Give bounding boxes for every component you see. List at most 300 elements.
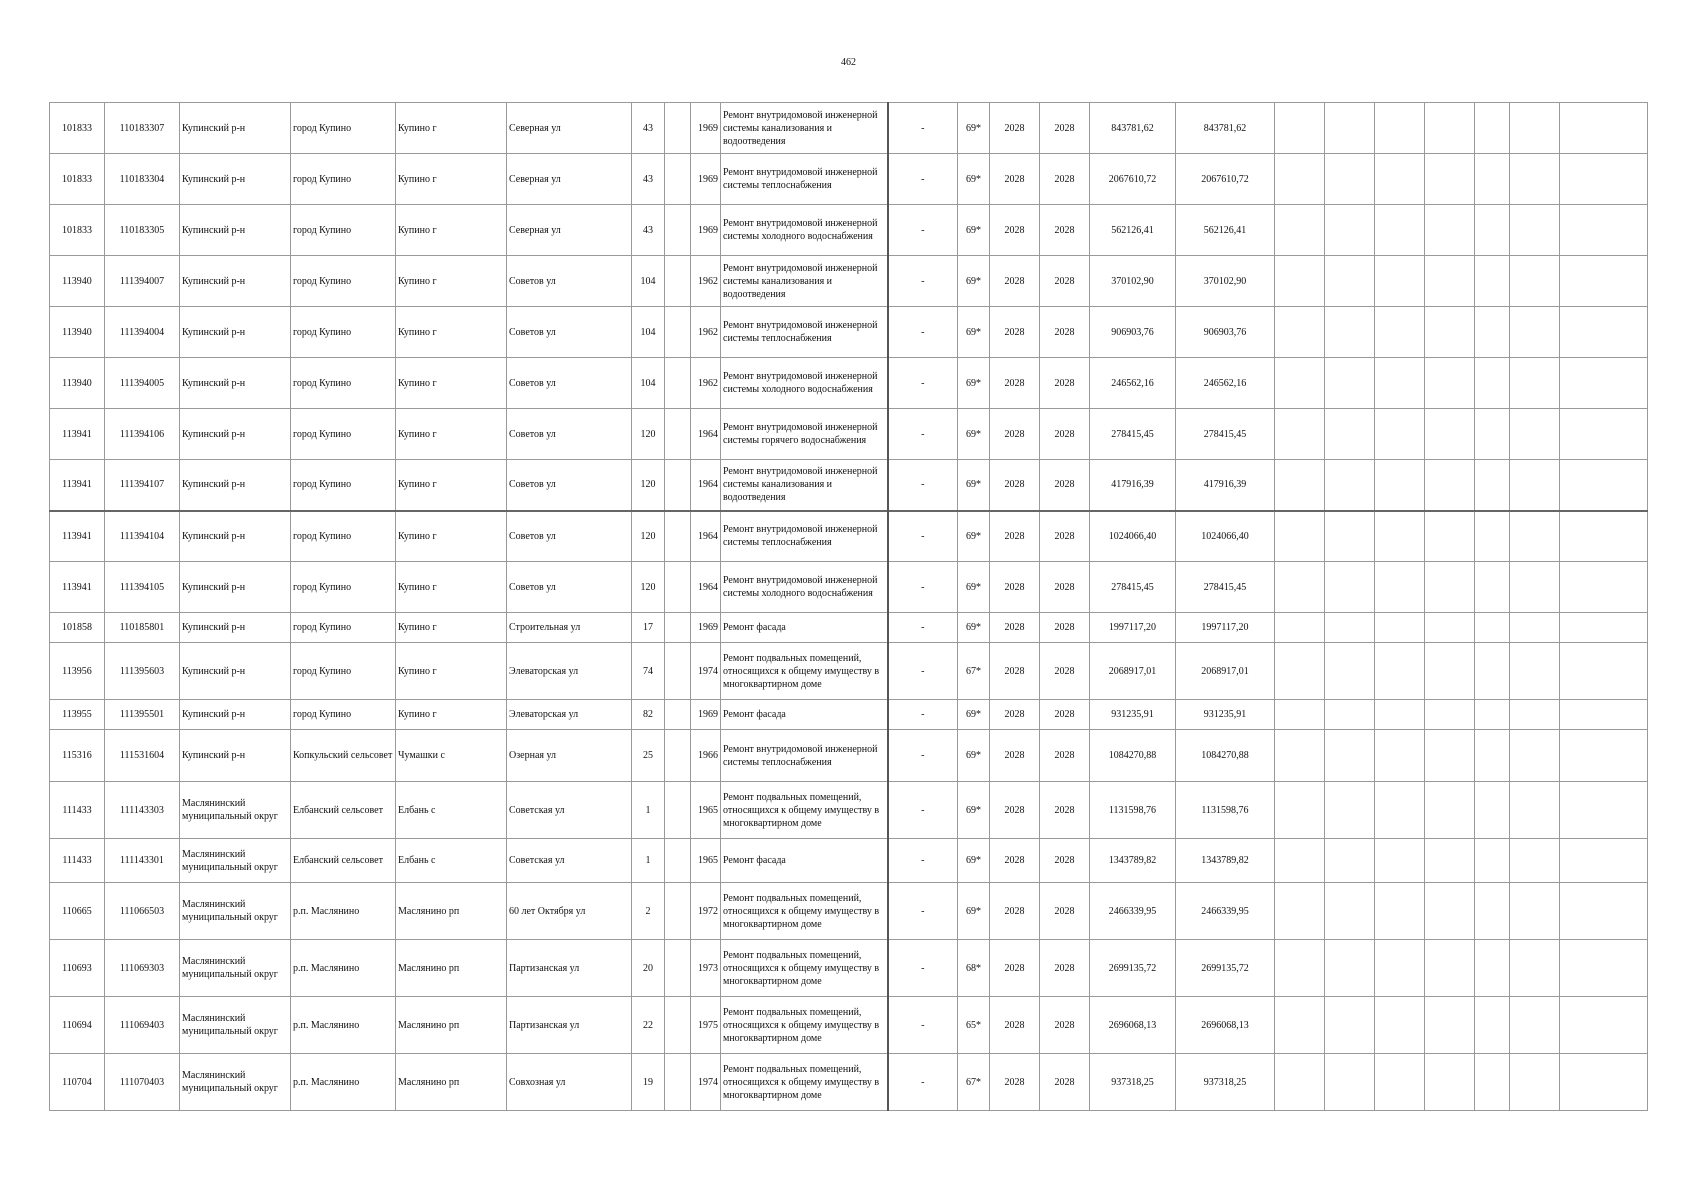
cell-empty [1275,358,1325,409]
cell-extra [665,460,691,511]
cell-empty [1475,782,1510,839]
cell-cost: 278415,45 [1090,562,1176,613]
cell-work-type: Ремонт подвальных помещений, относящихся к общему имуществу в многоквартирном доме [721,643,888,700]
cell-work-type: Ремонт фасада [721,700,888,730]
cell-empty [1475,409,1510,460]
table-row [50,307,1648,358]
cell-extra [665,730,691,782]
cell-empty [1375,256,1425,307]
cell-empty [1425,643,1475,700]
table-row [50,562,1648,613]
cell-method: - [888,460,958,511]
cell-object-id: 111394105 [105,562,180,613]
cell-method: - [888,613,958,643]
cell-build-year: 1964 [691,460,721,511]
cell-house-number: 104 [632,307,665,358]
cell-empty [1375,460,1425,511]
cell-street: Северная ул [507,205,632,256]
cell-method: - [888,409,958,460]
cell-work-type: Ремонт внутридомовой инженерной системы канализования и водоотведения [721,103,888,154]
cell-empty [1275,409,1325,460]
cell-fact-year: 2028 [1040,103,1090,154]
cell-fact-year: 2028 [1040,358,1090,409]
cell-house-id: 110665 [50,883,105,940]
cell-build-year: 1964 [691,409,721,460]
cell-street: Советов ул [507,409,632,460]
cell-empty [1425,511,1475,562]
cell-build-year: 1974 [691,1054,721,1111]
table-row [50,511,1648,562]
cell-fact-year: 2028 [1040,997,1090,1054]
cell-plan-year: 2028 [990,307,1040,358]
cell-empty [1325,1054,1375,1111]
cell-total: 1131598,76 [1176,782,1275,839]
cell-empty [1560,307,1648,358]
cell-municipality: р.п. Маслянино [291,997,396,1054]
cell-empty [1425,700,1475,730]
cell-empty [1375,409,1425,460]
cell-empty [1560,782,1648,839]
cell-method: - [888,154,958,205]
cell-empty [1275,839,1325,883]
cell-house-id: 113941 [50,562,105,613]
cell-empty [1275,730,1325,782]
cell-plan-year: 2028 [990,730,1040,782]
cell-locality: Елбань с [396,839,507,883]
cell-empty [1510,883,1560,940]
cell-extra [665,613,691,643]
capital-repair-table [49,102,1648,1111]
cell-district: Маслянинский муниципальный округ [180,997,291,1054]
cell-method: - [888,358,958,409]
cell-wear: 69* [958,409,990,460]
cell-house-number: 43 [632,154,665,205]
cell-wear: 69* [958,307,990,358]
cell-empty [1560,562,1648,613]
cell-street: Северная ул [507,103,632,154]
cell-municipality: город Купино [291,409,396,460]
cell-work-type: Ремонт внутридомовой инженерной системы канализования и водоотведения [721,460,888,511]
cell-empty [1375,839,1425,883]
cell-district: Купинский р-н [180,511,291,562]
cell-fact-year: 2028 [1040,460,1090,511]
cell-method: - [888,643,958,700]
cell-municipality: р.п. Маслянино [291,940,396,997]
cell-locality: Купино г [396,700,507,730]
cell-build-year: 1969 [691,613,721,643]
cell-plan-year: 2028 [990,409,1040,460]
cell-locality: Купино г [396,103,507,154]
cell-empty [1425,154,1475,205]
cell-empty [1275,103,1325,154]
cell-plan-year: 2028 [990,1054,1040,1111]
cell-locality: Купино г [396,460,507,511]
cell-locality: Елбань с [396,782,507,839]
cell-object-id: 111066503 [105,883,180,940]
cell-empty [1475,154,1510,205]
cell-locality: Купино г [396,205,507,256]
cell-fact-year: 2028 [1040,613,1090,643]
cell-empty [1510,997,1560,1054]
cell-municipality: Елбанский сельсовет [291,782,396,839]
cell-empty [1475,700,1510,730]
cell-empty [1475,103,1510,154]
cell-empty [1510,358,1560,409]
cell-total: 931235,91 [1176,700,1275,730]
cell-empty [1510,562,1560,613]
cell-empty [1475,883,1510,940]
cell-street: Строительная ул [507,613,632,643]
cell-build-year: 1969 [691,700,721,730]
cell-object-id: 111395603 [105,643,180,700]
cell-empty [1510,256,1560,307]
cell-extra [665,256,691,307]
cell-plan-year: 2028 [990,700,1040,730]
cell-district: Купинский р-н [180,256,291,307]
cell-house-number: 104 [632,358,665,409]
cell-municipality: р.п. Маслянино [291,883,396,940]
cell-street: Советов ул [507,511,632,562]
cell-empty [1475,940,1510,997]
cell-total: 562126,41 [1176,205,1275,256]
cell-empty [1510,307,1560,358]
cell-house-number: 17 [632,613,665,643]
cell-empty [1425,997,1475,1054]
cell-empty [1475,256,1510,307]
cell-municipality: Копкульский сельсовет [291,730,396,782]
cell-fact-year: 2028 [1040,511,1090,562]
cell-district: Купинский р-н [180,103,291,154]
cell-empty [1275,883,1325,940]
cell-method: - [888,307,958,358]
cell-method: - [888,883,958,940]
cell-empty [1375,358,1425,409]
cell-extra [665,839,691,883]
cell-fact-year: 2028 [1040,643,1090,700]
cell-total: 1343789,82 [1176,839,1275,883]
cell-wear: 67* [958,643,990,700]
cell-empty [1475,839,1510,883]
cell-empty [1325,205,1375,256]
cell-locality: Маслянино рп [396,883,507,940]
cell-empty [1560,883,1648,940]
cell-total: 1084270,88 [1176,730,1275,782]
cell-house-number: 22 [632,997,665,1054]
cell-house-number: 1 [632,839,665,883]
cell-object-id: 111394106 [105,409,180,460]
cell-total: 246562,16 [1176,358,1275,409]
cell-house-number: 43 [632,205,665,256]
cell-district: Купинский р-н [180,460,291,511]
cell-total: 2466339,95 [1176,883,1275,940]
cell-build-year: 1969 [691,205,721,256]
cell-total: 370102,90 [1176,256,1275,307]
cell-street: Озерная ул [507,730,632,782]
cell-work-type: Ремонт подвальных помещений, относящихся к общему имуществу в многоквартирном доме [721,883,888,940]
cell-fact-year: 2028 [1040,562,1090,613]
cell-empty [1560,409,1648,460]
cell-district: Маслянинский муниципальный округ [180,883,291,940]
cell-house-number: 20 [632,940,665,997]
cell-method: - [888,1054,958,1111]
cell-plan-year: 2028 [990,613,1040,643]
cell-empty [1275,562,1325,613]
cell-house-id: 115316 [50,730,105,782]
table-row [50,730,1648,782]
cell-plan-year: 2028 [990,154,1040,205]
cell-empty [1560,700,1648,730]
page-number: 462 [841,57,856,68]
cell-municipality: город Купино [291,256,396,307]
cell-method: - [888,700,958,730]
cell-total: 417916,39 [1176,460,1275,511]
cell-street: 60 лет Октября ул [507,883,632,940]
cell-empty [1325,730,1375,782]
table-body [50,103,1648,1111]
cell-empty [1425,358,1475,409]
cell-empty [1475,1054,1510,1111]
cell-locality: Купино г [396,409,507,460]
cell-object-id: 110183307 [105,103,180,154]
cell-municipality: город Купино [291,562,396,613]
cell-empty [1510,782,1560,839]
cell-street: Советская ул [507,839,632,883]
cell-extra [665,154,691,205]
cell-empty [1325,256,1375,307]
cell-extra [665,700,691,730]
cell-empty [1510,643,1560,700]
cell-fact-year: 2028 [1040,205,1090,256]
cell-work-type: Ремонт внутридомовой инженерной системы холодного водоснабжения [721,205,888,256]
cell-object-id: 110183304 [105,154,180,205]
cell-empty [1475,730,1510,782]
cell-empty [1425,883,1475,940]
cell-wear: 69* [958,883,990,940]
cell-locality: Маслянино рп [396,997,507,1054]
cell-empty [1510,409,1560,460]
cell-empty [1375,562,1425,613]
cell-district: Маслянинский муниципальный округ [180,839,291,883]
cell-municipality: город Купино [291,511,396,562]
cell-street: Советов ул [507,256,632,307]
cell-extra [665,1054,691,1111]
cell-empty [1325,358,1375,409]
cell-empty [1425,460,1475,511]
cell-plan-year: 2028 [990,511,1040,562]
cell-build-year: 1962 [691,256,721,307]
table-row [50,1054,1648,1111]
cell-empty [1425,256,1475,307]
cell-house-id: 113955 [50,700,105,730]
table-row [50,409,1648,460]
cell-empty [1375,613,1425,643]
cell-fact-year: 2028 [1040,1054,1090,1111]
cell-work-type: Ремонт внутридомовой инженерной системы холодного водоснабжения [721,562,888,613]
cell-empty [1325,103,1375,154]
cell-plan-year: 2028 [990,839,1040,883]
cell-empty [1325,154,1375,205]
cell-build-year: 1964 [691,511,721,562]
cell-municipality: город Купино [291,358,396,409]
cell-empty [1475,460,1510,511]
cell-district: Купинский р-н [180,409,291,460]
table-row [50,460,1648,511]
cell-plan-year: 2028 [990,997,1040,1054]
cell-empty [1325,511,1375,562]
cell-street: Советская ул [507,782,632,839]
cell-total: 278415,45 [1176,562,1275,613]
cell-wear: 69* [958,613,990,643]
cell-build-year: 1969 [691,103,721,154]
cell-empty [1275,643,1325,700]
cell-plan-year: 2028 [990,460,1040,511]
cell-build-year: 1972 [691,883,721,940]
cell-cost: 931235,91 [1090,700,1176,730]
cell-empty [1510,205,1560,256]
cell-work-type: Ремонт фасада [721,839,888,883]
cell-house-number: 104 [632,256,665,307]
cell-street: Партизанская ул [507,997,632,1054]
cell-empty [1325,997,1375,1054]
cell-municipality: р.п. Маслянино [291,1054,396,1111]
cell-empty [1375,940,1425,997]
cell-empty [1560,1054,1648,1111]
table-row [50,839,1648,883]
cell-district: Маслянинский муниципальный округ [180,940,291,997]
cell-locality: Купино г [396,307,507,358]
cell-empty [1275,1054,1325,1111]
cell-locality: Купино г [396,256,507,307]
cell-empty [1475,358,1510,409]
cell-empty [1475,643,1510,700]
cell-extra [665,103,691,154]
cell-extra [665,883,691,940]
cell-cost: 1084270,88 [1090,730,1176,782]
cell-empty [1560,613,1648,643]
cell-wear: 69* [958,205,990,256]
cell-work-type: Ремонт внутридомовой инженерной системы холодного водоснабжения [721,358,888,409]
cell-empty [1425,839,1475,883]
cell-empty [1510,154,1560,205]
cell-wear: 69* [958,154,990,205]
cell-cost: 2699135,72 [1090,940,1176,997]
cell-municipality: город Купино [291,700,396,730]
cell-empty [1325,613,1375,643]
cell-cost: 1131598,76 [1090,782,1176,839]
cell-house-number: 25 [632,730,665,782]
cell-street: Советов ул [507,358,632,409]
cell-object-id: 111143301 [105,839,180,883]
cell-empty [1560,730,1648,782]
cell-plan-year: 2028 [990,103,1040,154]
cell-work-type: Ремонт внутридомовой инженерной системы теплоснабжения [721,307,888,358]
cell-locality: Купино г [396,643,507,700]
cell-method: - [888,997,958,1054]
cell-empty [1275,154,1325,205]
cell-empty [1325,940,1375,997]
cell-extra [665,997,691,1054]
cell-object-id: 111394007 [105,256,180,307]
cell-fact-year: 2028 [1040,256,1090,307]
cell-plan-year: 2028 [990,883,1040,940]
cell-method: - [888,730,958,782]
cell-total: 937318,25 [1176,1054,1275,1111]
cell-wear: 69* [958,256,990,307]
cell-empty [1375,103,1425,154]
cell-empty [1560,940,1648,997]
cell-house-id: 110694 [50,997,105,1054]
cell-cost: 246562,16 [1090,358,1176,409]
cell-empty [1325,782,1375,839]
cell-empty [1510,730,1560,782]
cell-wear: 69* [958,700,990,730]
cell-locality: Купино г [396,613,507,643]
cell-house-id: 113940 [50,307,105,358]
cell-wear: 69* [958,782,990,839]
cell-municipality: город Купино [291,460,396,511]
cell-fact-year: 2028 [1040,940,1090,997]
cell-house-id: 111433 [50,839,105,883]
cell-empty [1510,511,1560,562]
cell-street: Советов ул [507,460,632,511]
cell-locality: Чумашки с [396,730,507,782]
cell-house-id: 101833 [50,103,105,154]
cell-build-year: 1965 [691,782,721,839]
cell-house-id: 113941 [50,511,105,562]
cell-empty [1560,205,1648,256]
cell-empty [1425,1054,1475,1111]
cell-method: - [888,940,958,997]
cell-total: 2699135,72 [1176,940,1275,997]
cell-plan-year: 2028 [990,256,1040,307]
cell-street: Совхозная ул [507,1054,632,1111]
cell-extra [665,307,691,358]
cell-method: - [888,256,958,307]
cell-build-year: 1973 [691,940,721,997]
cell-empty [1475,511,1510,562]
cell-district: Маслянинский муниципальный округ [180,782,291,839]
cell-empty [1560,103,1648,154]
cell-cost: 2068917,01 [1090,643,1176,700]
cell-extra [665,562,691,613]
cell-total: 2067610,72 [1176,154,1275,205]
cell-house-number: 120 [632,562,665,613]
cell-municipality: город Купино [291,103,396,154]
cell-empty [1510,103,1560,154]
cell-work-type: Ремонт подвальных помещений, относящихся к общему имуществу в многоквартирном доме [721,997,888,1054]
cell-cost: 417916,39 [1090,460,1176,511]
cell-cost: 906903,76 [1090,307,1176,358]
cell-empty [1375,730,1425,782]
cell-street: Советов ул [507,562,632,613]
cell-empty [1425,562,1475,613]
cell-wear: 65* [958,997,990,1054]
cell-method: - [888,782,958,839]
cell-empty [1560,643,1648,700]
table-row [50,205,1648,256]
cell-object-id: 111394104 [105,511,180,562]
cell-object-id: 111070403 [105,1054,180,1111]
cell-build-year: 1964 [691,562,721,613]
cell-locality: Купино г [396,154,507,205]
cell-work-type: Ремонт внутридомовой инженерной системы канализования и водоотведения [721,256,888,307]
cell-house-number: 2 [632,883,665,940]
cell-municipality: город Купино [291,307,396,358]
cell-empty [1375,782,1425,839]
cell-empty [1275,940,1325,997]
cell-object-id: 111394005 [105,358,180,409]
cell-empty [1510,940,1560,997]
